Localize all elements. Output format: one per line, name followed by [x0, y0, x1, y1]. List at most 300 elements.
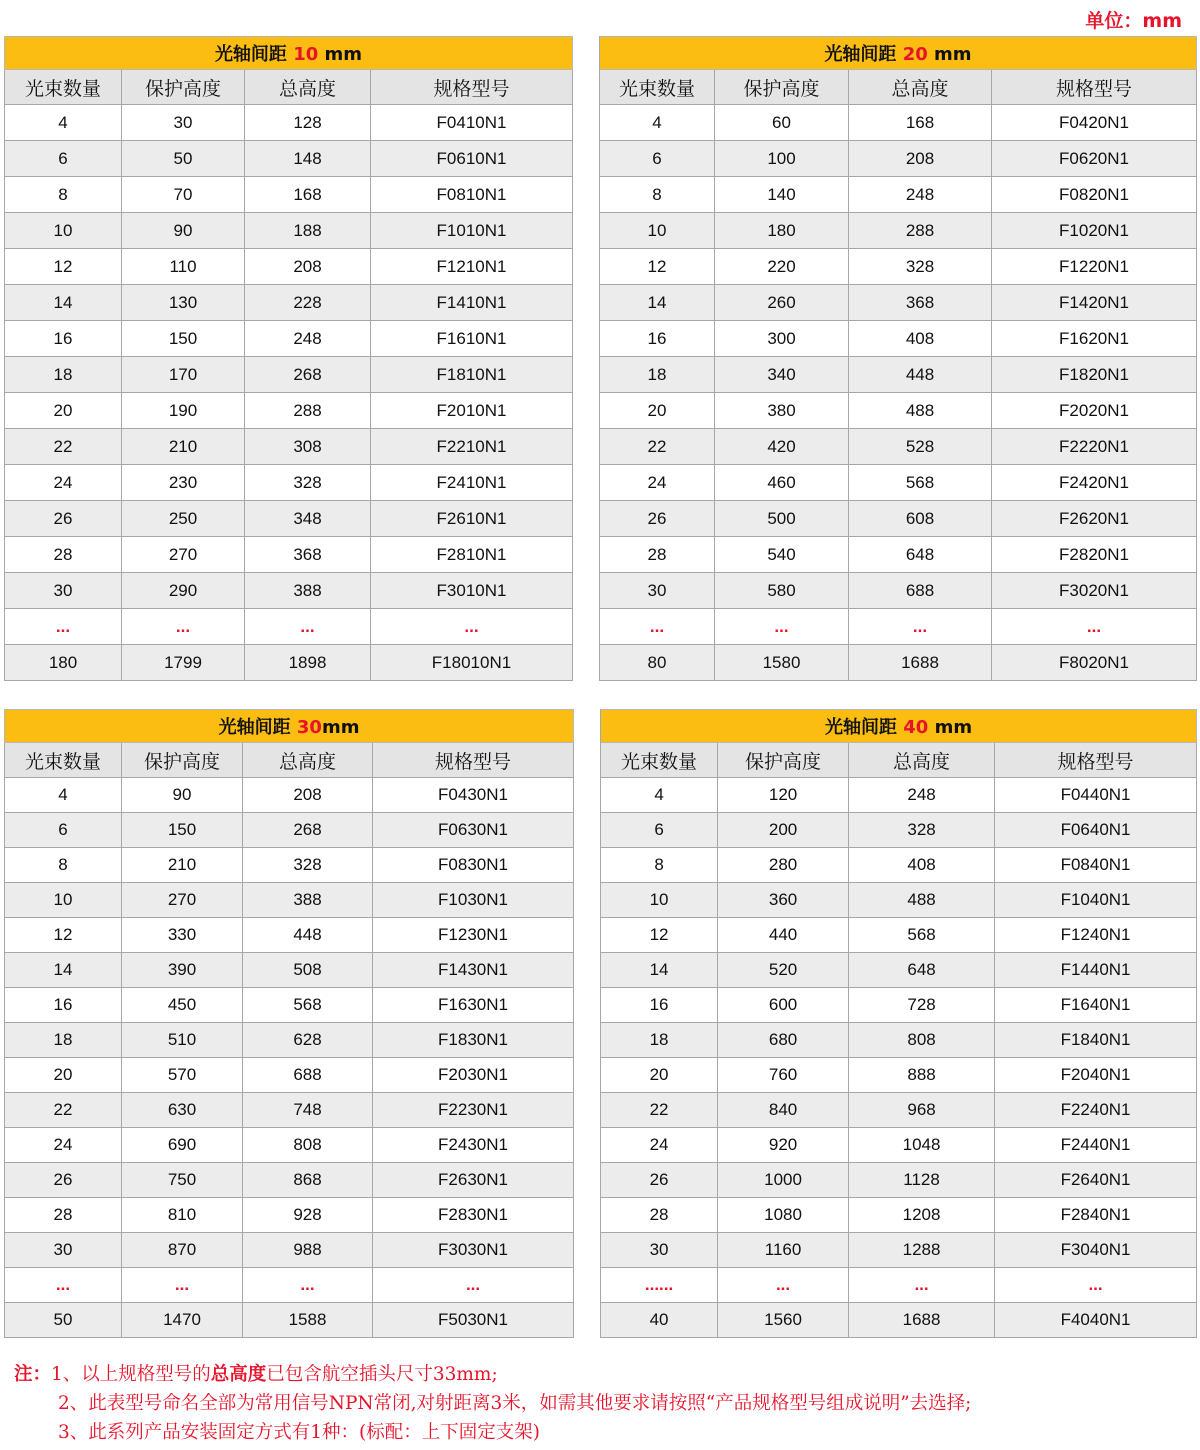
table-cell: 18	[600, 357, 715, 393]
table-gap	[573, 177, 600, 213]
table-gap	[574, 743, 601, 778]
table-cell: 388	[243, 883, 373, 918]
table-cell: 12	[601, 918, 718, 953]
table-cell: F2840N1	[995, 1198, 1197, 1233]
table-cell: ...	[5, 609, 122, 645]
column-header: 规格型号	[373, 743, 574, 778]
table-cell: 888	[849, 1058, 995, 1093]
table-cell: ...	[122, 1268, 243, 1303]
table-gap	[573, 609, 600, 645]
table-cell: F18010N1	[371, 645, 573, 681]
table-cell: 20	[5, 1058, 122, 1093]
table-cell: F0430N1	[373, 778, 574, 813]
table-cell: 30	[5, 1233, 122, 1268]
spec-table-pair-top	[4, 36, 1197, 681]
table-cell: 12	[5, 249, 122, 285]
column-header: 规格型号	[995, 743, 1197, 778]
table-cell: F1420N1	[992, 285, 1197, 321]
table-cell: 16	[600, 321, 715, 357]
table-cell: F0410N1	[371, 105, 573, 141]
table-cell: 30	[600, 573, 715, 609]
table-cell: 22	[5, 429, 122, 465]
table-cell: F1640N1	[995, 988, 1197, 1023]
table-cell: ...	[600, 609, 715, 645]
table-gap	[573, 357, 600, 393]
table-cell: 408	[849, 848, 995, 883]
table-cell: F0630N1	[373, 813, 574, 848]
table-gap	[573, 285, 600, 321]
table-cell: 460	[715, 465, 849, 501]
table-gap	[574, 1128, 601, 1163]
spec-table-body-bottom	[5, 710, 1197, 1338]
table-cell: ...	[5, 1268, 122, 1303]
table-cell: F3030N1	[373, 1233, 574, 1268]
table-cell: 1688	[849, 645, 992, 681]
note-prefix: 注：	[14, 1364, 52, 1385]
table-cell: 388	[245, 573, 371, 609]
table-row	[5, 883, 1197, 918]
column-header: 光束数量	[5, 70, 122, 105]
column-header: 保护高度	[715, 70, 849, 105]
table-cell: F2810N1	[371, 537, 573, 573]
table-cell: 1588	[243, 1303, 373, 1338]
table-cell: F2230N1	[373, 1093, 574, 1128]
table-cell: 1160	[718, 1233, 849, 1268]
table-cell: ...	[243, 1268, 373, 1303]
table-cell: 1128	[849, 1163, 995, 1198]
table-cell: 120	[718, 778, 849, 813]
table-cell: 750	[122, 1163, 243, 1198]
title-prefix: 光轴间距	[824, 717, 904, 738]
table-cell: 408	[849, 321, 992, 357]
table-cell: 190	[122, 393, 245, 429]
table-cell: 760	[718, 1058, 849, 1093]
title-suffix: mm	[318, 44, 363, 65]
table-gap	[573, 249, 600, 285]
table-cell: 268	[245, 357, 371, 393]
table-cell: 8	[601, 848, 718, 883]
table-cell: 90	[122, 213, 245, 249]
table-row	[5, 645, 1197, 681]
table-cell: 450	[122, 988, 243, 1023]
table-cell: 180	[715, 213, 849, 249]
table-cell: 168	[849, 105, 992, 141]
table-cell: ...	[718, 1268, 849, 1303]
table-cell: 100	[715, 141, 849, 177]
table-cell: F0420N1	[992, 105, 1197, 141]
table-row	[5, 1128, 1197, 1163]
table-cell: 288	[245, 393, 371, 429]
table-cell: 568	[849, 918, 995, 953]
table-cell: 348	[245, 501, 371, 537]
table-gap	[573, 141, 600, 177]
table-row	[5, 813, 1197, 848]
table-cell: 10	[5, 213, 122, 249]
table-cell: 150	[122, 321, 245, 357]
table-row	[5, 1093, 1197, 1128]
table-cell: 14	[600, 285, 715, 321]
table-cell: 1898	[245, 645, 371, 681]
column-header: 保护高度	[122, 70, 245, 105]
table-cell: F2430N1	[373, 1128, 574, 1163]
table-cell: F0440N1	[995, 778, 1197, 813]
table-cell: 260	[715, 285, 849, 321]
table-cell: F2620N1	[992, 501, 1197, 537]
table-cell: 328	[245, 465, 371, 501]
table-cell: 188	[245, 213, 371, 249]
table-cell: F1430N1	[373, 953, 574, 988]
table-cell: F0810N1	[371, 177, 573, 213]
table-gap	[573, 573, 600, 609]
table-title-row	[5, 710, 1197, 743]
table-cell: 420	[715, 429, 849, 465]
table-row	[5, 1023, 1197, 1058]
title-prefix: 光轴间距	[214, 44, 294, 65]
table-cell: 170	[122, 357, 245, 393]
table-cell: F0640N1	[995, 813, 1197, 848]
table-cell: F0830N1	[373, 848, 574, 883]
table-cell: F1830N1	[373, 1023, 574, 1058]
title-spacing-value: 40	[903, 717, 929, 738]
table-cell: ...	[373, 1268, 574, 1303]
table-cell: 10	[601, 883, 718, 918]
table-cell: F3020N1	[992, 573, 1197, 609]
table-row	[5, 778, 1197, 813]
table-cell: 40	[601, 1303, 718, 1338]
table-cell: 300	[715, 321, 849, 357]
table-cell: 10	[5, 883, 122, 918]
column-header: 总高度	[245, 70, 371, 105]
table-cell: F1040N1	[995, 883, 1197, 918]
table-cell: 1470	[122, 1303, 243, 1338]
table-gap	[574, 918, 601, 953]
table-cell: 4	[600, 105, 715, 141]
column-header: 总高度	[849, 70, 992, 105]
table-cell: F1410N1	[371, 285, 573, 321]
table-cell: F2220N1	[992, 429, 1197, 465]
column-header: 保护高度	[122, 743, 243, 778]
table-cell: 148	[245, 141, 371, 177]
table-cell: F2820N1	[992, 537, 1197, 573]
table-cell: 220	[715, 249, 849, 285]
table-cell: 270	[122, 883, 243, 918]
table-cell: F2410N1	[371, 465, 573, 501]
table-row	[5, 918, 1197, 953]
table-cell: 20	[600, 393, 715, 429]
table-title	[601, 710, 1197, 743]
table-cell: 10	[600, 213, 715, 249]
spec-table-pair-bottom	[4, 709, 1197, 1338]
table-cell: 18	[5, 357, 122, 393]
table-cell: F2640N1	[995, 1163, 1197, 1198]
table-cell: 22	[601, 1093, 718, 1128]
table-cell: 728	[849, 988, 995, 1023]
table-gap	[573, 537, 600, 573]
table-cell: 868	[243, 1163, 373, 1198]
column-header: 光束数量	[601, 743, 718, 778]
unit-label: 单位：mm	[1085, 10, 1182, 32]
table-cell: 30	[5, 573, 122, 609]
table-cell: 1288	[849, 1233, 995, 1268]
table-row	[5, 105, 1197, 141]
table-cell: 90	[122, 778, 243, 813]
table-cell: 22	[5, 1093, 122, 1128]
table-cell: 380	[715, 393, 849, 429]
table-cell: 14	[601, 953, 718, 988]
column-header: 保护高度	[718, 743, 849, 778]
table-cell: 748	[243, 1093, 373, 1128]
table-cell: ...	[245, 609, 371, 645]
table-cell: 600	[718, 988, 849, 1023]
table-gap	[574, 1198, 601, 1233]
table-cell: 688	[849, 573, 992, 609]
table-row	[5, 393, 1197, 429]
table-cell: 12	[5, 918, 122, 953]
table-cell: F2210N1	[371, 429, 573, 465]
column-header: 光束数量	[600, 70, 715, 105]
column-header: 总高度	[849, 743, 995, 778]
table-cell: 270	[122, 537, 245, 573]
table-cell: 1048	[849, 1128, 995, 1163]
table-cell: ...	[371, 609, 573, 645]
table-cell: 328	[849, 813, 995, 848]
table-gap	[573, 465, 600, 501]
table-cell: 680	[718, 1023, 849, 1058]
table-gap	[574, 883, 601, 918]
table-cell: 268	[243, 813, 373, 848]
table-cell: 288	[849, 213, 992, 249]
table-cell: 488	[849, 883, 995, 918]
table-cell: 70	[122, 177, 245, 213]
table-gap	[573, 213, 600, 249]
table-row	[5, 465, 1197, 501]
table-cell: 28	[5, 537, 122, 573]
table-cell: F1030N1	[373, 883, 574, 918]
table-cell: 968	[849, 1093, 995, 1128]
title-prefix: 光轴间距	[218, 717, 297, 738]
table-cell: F5030N1	[373, 1303, 574, 1338]
table-cell: 1000	[718, 1163, 849, 1198]
table-cell: F8020N1	[992, 645, 1197, 681]
table-cell: 608	[849, 501, 992, 537]
table-cell: 988	[243, 1233, 373, 1268]
table-cell: F1240N1	[995, 918, 1197, 953]
table-cell: F2440N1	[995, 1128, 1197, 1163]
table-row	[5, 213, 1197, 249]
table-cell: 16	[601, 988, 718, 1023]
spec-block-top	[4, 36, 1196, 681]
table-cell: 568	[243, 988, 373, 1023]
table-cell: 6	[5, 813, 122, 848]
spec-table-body-top	[5, 37, 1197, 681]
table-cell: F1440N1	[995, 953, 1197, 988]
table-title-row	[5, 37, 1197, 70]
table-cell: 628	[243, 1023, 373, 1058]
table-cell: 1799	[122, 645, 245, 681]
table-cell: 14	[5, 953, 122, 988]
table-row	[5, 141, 1197, 177]
table-cell: F2420N1	[992, 465, 1197, 501]
table-cell: F1220N1	[992, 249, 1197, 285]
table-cell: 248	[245, 321, 371, 357]
note-line-1	[14, 1360, 1194, 1389]
table-cell: F3040N1	[995, 1233, 1197, 1268]
table-cell: F1840N1	[995, 1023, 1197, 1058]
title-prefix: 光轴间距	[824, 44, 903, 65]
table-cell: 8	[5, 848, 122, 883]
table-row	[5, 501, 1197, 537]
table-title	[5, 710, 574, 743]
table-cell: 840	[718, 1093, 849, 1128]
table-cell: F2830N1	[373, 1198, 574, 1233]
table-cell: 330	[122, 918, 243, 953]
table-cell: ...	[849, 609, 992, 645]
table-gap	[573, 429, 600, 465]
table-gap	[574, 1023, 601, 1058]
table-header-row	[5, 70, 1197, 105]
table-header-row	[5, 743, 1197, 778]
table-cell: 1560	[718, 1303, 849, 1338]
table-gap	[573, 105, 600, 141]
table-row	[5, 953, 1197, 988]
table-cell: 570	[122, 1058, 243, 1093]
table-cell: 230	[122, 465, 245, 501]
table-gap	[573, 37, 600, 70]
table-cell: F2020N1	[992, 393, 1197, 429]
table-cell: 448	[243, 918, 373, 953]
table-cell: 360	[718, 883, 849, 918]
table-cell: 20	[601, 1058, 718, 1093]
table-cell: 50	[122, 141, 245, 177]
table-cell: F2610N1	[371, 501, 573, 537]
table-cell: 110	[122, 249, 245, 285]
table-cell: 24	[5, 1128, 122, 1163]
table-cell: 228	[245, 285, 371, 321]
table-cell: 540	[715, 537, 849, 573]
table-cell: 6	[601, 813, 718, 848]
table-cell: ...	[995, 1268, 1197, 1303]
table-cell: 210	[122, 429, 245, 465]
table-cell: ...	[715, 609, 849, 645]
note-line-2: 2、此表型号命名全部为常用信号NPN常闭,对射距离3米，如需其他要求请按照“产品规格型号组成说明”去选择;	[58, 1393, 972, 1414]
table-cell: 508	[243, 953, 373, 988]
table-gap	[574, 710, 601, 743]
table-cell: ...	[849, 1268, 995, 1303]
table-cell: 808	[849, 1023, 995, 1058]
table-cell: 528	[849, 429, 992, 465]
table-gap	[574, 1163, 601, 1198]
table-cell: F2240N1	[995, 1093, 1197, 1128]
table-row	[5, 177, 1197, 213]
table-cell: F1630N1	[373, 988, 574, 1023]
title-spacing-value: 20	[902, 44, 928, 65]
table-cell: F1820N1	[992, 357, 1197, 393]
table-cell: 208	[243, 778, 373, 813]
table-cell: 280	[718, 848, 849, 883]
table-cell: 390	[122, 953, 243, 988]
table-row	[5, 429, 1197, 465]
table-cell: F3010N1	[371, 573, 573, 609]
table-gap	[574, 778, 601, 813]
table-cell: F0610N1	[371, 141, 573, 177]
table-row	[5, 285, 1197, 321]
table-cell: 928	[243, 1198, 373, 1233]
table-cell: 22	[600, 429, 715, 465]
table-cell: 150	[122, 813, 243, 848]
table-cell: ...	[992, 609, 1197, 645]
table-cell: 290	[122, 573, 245, 609]
table-cell: 168	[245, 177, 371, 213]
table-cell: 180	[5, 645, 122, 681]
table-cell: 18	[601, 1023, 718, 1058]
table-cell: 24	[600, 465, 715, 501]
table-cell: 26	[5, 501, 122, 537]
title-suffix: mm	[321, 717, 360, 738]
table-cell: 50	[5, 1303, 122, 1338]
title-spacing-value: 30	[296, 717, 322, 738]
table-cell: 60	[715, 105, 849, 141]
note-1-bold: 总高度	[210, 1364, 267, 1385]
notes-section	[14, 1360, 1194, 1447]
table-gap	[574, 1058, 601, 1093]
table-cell: ......	[601, 1268, 718, 1303]
table-cell: 30	[122, 105, 245, 141]
table-cell: F1230N1	[373, 918, 574, 953]
table-row	[5, 988, 1197, 1023]
note-line-3: 3、此系列产品安装固定方式有1种：(标配：上下固定支架)	[58, 1422, 540, 1443]
title-suffix: mm	[927, 44, 972, 65]
table-cell: 16	[5, 321, 122, 357]
table-row	[5, 249, 1197, 285]
table-cell: F0820N1	[992, 177, 1197, 213]
table-row	[5, 1233, 1197, 1268]
table-gap	[574, 1268, 601, 1303]
table-row	[5, 848, 1197, 883]
table-cell: 26	[601, 1163, 718, 1198]
table-cell: 210	[122, 848, 243, 883]
table-cell: F2030N1	[373, 1058, 574, 1093]
table-cell: 1080	[718, 1198, 849, 1233]
table-cell: 500	[715, 501, 849, 537]
table-gap	[574, 1233, 601, 1268]
table-cell: 690	[122, 1128, 243, 1163]
title-spacing-value: 10	[293, 44, 319, 65]
table-row	[5, 573, 1197, 609]
table-row	[5, 1163, 1197, 1198]
table-cell: 14	[5, 285, 122, 321]
table-cell: 8	[5, 177, 122, 213]
note-1-start: 1、以上规格型号的	[51, 1364, 211, 1385]
table-cell: 368	[849, 285, 992, 321]
table-cell: 328	[849, 249, 992, 285]
table-cell: F2630N1	[373, 1163, 574, 1198]
table-gap	[574, 953, 601, 988]
table-row	[5, 357, 1197, 393]
table-cell: F2040N1	[995, 1058, 1197, 1093]
table-cell: 128	[245, 105, 371, 141]
table-gap	[574, 813, 601, 848]
table-cell: 448	[849, 357, 992, 393]
table-gap	[573, 645, 600, 681]
table-cell: 4	[5, 778, 122, 813]
table-gap	[573, 321, 600, 357]
table-cell: 440	[718, 918, 849, 953]
table-cell: 648	[849, 537, 992, 573]
column-header: 规格型号	[992, 70, 1197, 105]
table-cell: F4040N1	[995, 1303, 1197, 1338]
table-gap	[573, 393, 600, 429]
table-cell: 920	[718, 1128, 849, 1163]
